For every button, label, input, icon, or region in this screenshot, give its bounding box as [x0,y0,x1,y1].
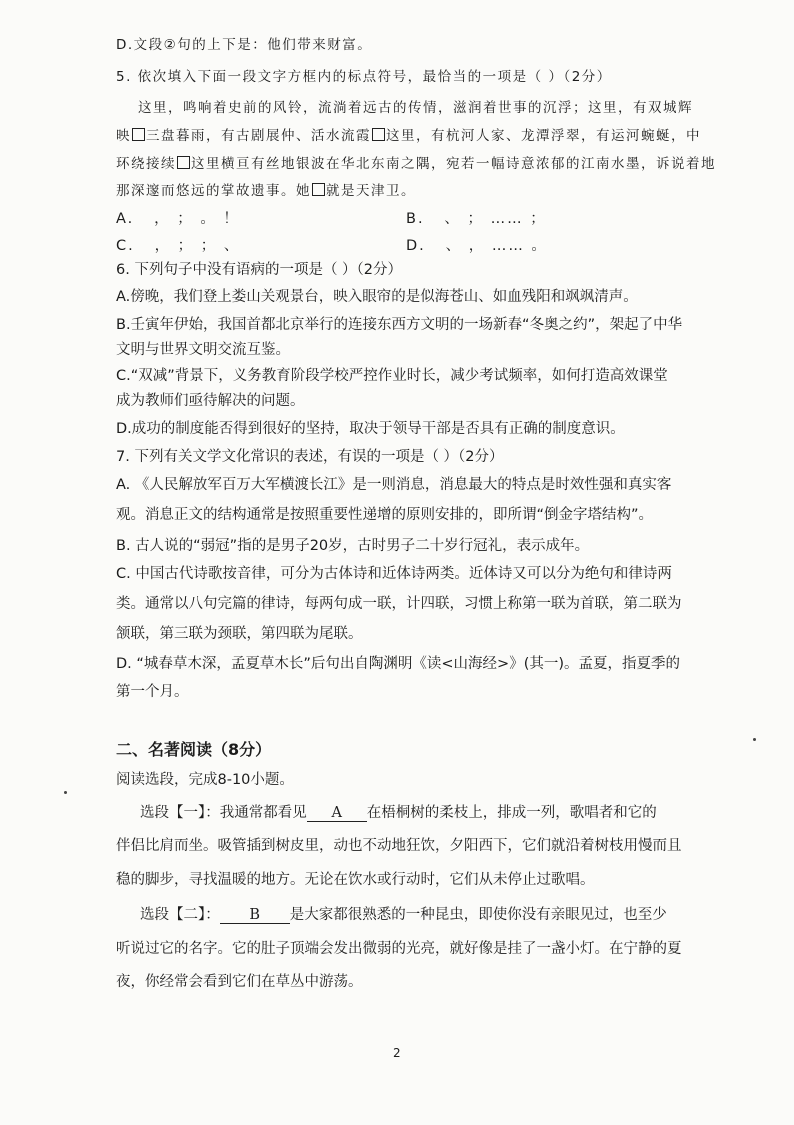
excerpt-2-line-1: 选段【二】： B 是大家都很熟悉的一种昆虫，即使你没有亲眼见过，也至少 [140,907,667,923]
q5-passage-line-2: 映 三盘暮雨，有古剧展仲、活水流霞 这里，有杭河人家、龙潭浮翠，有运河蜿蜒，中 [116,128,701,144]
excerpt-2-line-2: 听说过它的名字。它的肚子顶端会发出微弱的光亮，就好像是挂了一盏小灯。在宁静的夏 [116,941,682,957]
q6-option-d: D.成功的制度能否得到很好的坚持，取决于领导干部是否具有正确的制度意识。 [116,421,625,437]
punctuation-box-3 [177,156,190,169]
section-2-instruction: 阅读选段，完成8-10小题。 [116,772,294,788]
q5-option-b: B. 、 ； …… ； [406,211,547,227]
q7-option-b: B. 古人说的“弱冠”指的是男子20岁，古时男子二十岁行冠礼，表示成年。 [116,538,590,554]
punctuation-box-1 [132,128,145,141]
q7-option-a-line-2: 观。消息正文的结构通常是按照重要性递增的原则安排的，即所谓“倒金字塔结构”。 [116,507,654,523]
excerpt-1-line-2: 伴侣比肩而坐。吸管插到树皮里，动也不动地狂饮，夕阳西下，它们就沿着树枝用慢而且 [116,838,682,854]
scan-speck [64,791,67,794]
answer-blank-a: A [307,805,367,822]
q5-option-a: A. ， ； 。 ！ [116,211,240,227]
excerpt-2-line-3: 夜，你经常会看到它们在草丛中游荡。 [116,974,363,990]
punctuation-box-4 [312,183,325,196]
q6-option-a: A.傍晚，我们登上娄山关观景台，映入眼帘的是似海苍山、如血残阳和飒飒清声。 [116,289,638,305]
q6-option-b-line-1: B.壬寅年伊始，我国首都北京举行的连接东西方文明的一场新春“冬奥之约”，架起了中华 [116,317,683,333]
q5-option-c: C. ， ； ； 、 [116,238,241,254]
q6-option-c-line-1: C.“双减”背景下，义务教育阶段学校严控作业时长，减少考试频率，如何打造高效课堂 [116,368,668,384]
q7-option-d-line-2: 第一个月。 [116,684,189,700]
q7-stem: 7. 下列有关文学文化常识的表述，有误的一项是（ ）（2分） [116,449,504,465]
excerpt-1-line-3: 稳的脚步，寻找温暖的地方。无论在饮水或行动时，它们从未停止过歌唱。 [116,872,595,888]
answer-blank-b: B [220,907,290,924]
q5-stem: 5. 依次填入下面一段文字方框内的标点符号，最恰当的一项是（ ）（2分） [116,69,612,85]
q6-option-c-line-2: 成为教师们亟待解决的问题。 [116,393,305,409]
q5-passage-line-3: 环绕接续 这里横亘有丝地银波在华北东南之隅，宛若一幅诗意浓郁的江南水墨，诉说着地 [116,156,716,172]
punctuation-box-2 [372,128,385,141]
q6-option-b-line-2: 文明与世界文明交流互鉴。 [116,342,290,358]
scan-speck [753,738,756,741]
q7-option-a-line-1: A. 《人民解放军百万大军横渡长江》是一则消息，消息最大的特点是时效性强和真实客 [116,477,672,493]
q7-option-d-line-1: D. “城春草木深，孟夏草木长”后句出自陶渊明《读<山海经>》(其一)。孟夏，指夏季的 [116,656,681,672]
page-number: 2 [393,1046,401,1060]
section-2-title: 二、名著阅读（8分） [116,740,272,759]
q5-passage-line-4: 那深邃而悠远的掌故遗事。她 就是天津卫。 [116,183,416,199]
q7-option-c-line-2: 类。通常以八句完篇的律诗，每两句成一联，计四联，习惯上称第一联为首联，第二联为 [116,596,682,612]
excerpt-1-line-1: 选段【一】：我通常都看见 A 在梧桐树的柔枝上，排成一列，歌唱者和它的 [140,805,657,821]
q5-passage-line-1: 这里，鸣响着史前的风铃，流淌着远古的传情，滋润着世事的沉浮；这里，有双城辉 [138,100,693,116]
q6-stem: 6. 下列句子中没有语病的一项是（ ）（2分） [116,262,403,278]
q4-option-d: D.文段②句的上下是：他们带来财富。 [116,37,373,53]
q5-option-d: D. 、 ， …… 。 [406,238,548,254]
q7-option-c-line-1: C. 中国古代诗歌按音律，可分为古体诗和近体诗两类。近体诗又可以分为绝句和律诗两 [116,566,672,582]
q7-option-c-line-3: 颔联，第三联为颈联，第四联为尾联。 [116,626,363,642]
